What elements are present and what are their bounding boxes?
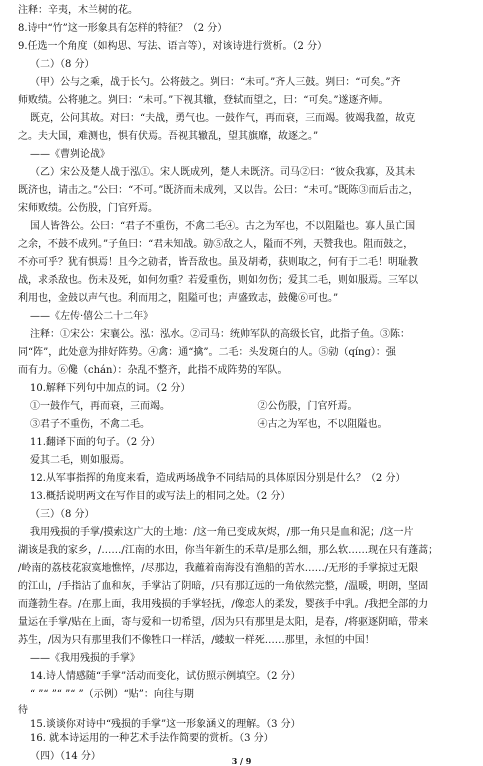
q10-item-1: ①一鼓作气，再而衰，三而竭。 [30, 401, 170, 412]
poem-line: 而蓬勃生春。/在那上面，我用残损的手掌轻抚，/像恋人的柔发，婴孩手中乳。/我把全部的力 [18, 599, 429, 610]
text-yi-line: 之余，不鼓不成列。”子鱼曰：“君未知战。勍⑤敌之人，隘而不列，天赞我也。阻而鼓之， [18, 239, 414, 250]
text-jia-line: 既克，公问其故。对曰：“夫战，勇气也。一鼓作气，再而衰，三而竭。彼竭我盈，故克 [30, 113, 416, 124]
question-14-blanks: “ ”“ ”“ ”“ ”（示例）“贴”：向往与期 [30, 689, 194, 700]
question-14: 14.诗人情感随“手掌”活动而变化，试仿照示例填空。（2 分） [30, 671, 301, 682]
text-yi-line: 宋师败绩。公伤股，门官歼焉。 [18, 203, 158, 214]
question-10: 10.解释下列句中加点的词。（2 分） [30, 383, 191, 394]
text-yi-line: 不亦可乎？犹有惧焉！且今之勍者，皆吾敌也。虽及胡耇，获则取之，何有于二毛！明耻教 [18, 257, 418, 268]
source-cao-gui: ——《曹刿论战》 [30, 149, 110, 160]
text-jia-line: 师败绩。公将驰之。刿曰：“未可。”下视其辙，登轼而望之，曰：“可矣。”遂逐齐师。 [18, 95, 389, 106]
annotation-line: 注释：①宋公：宋襄公。泓：泓水。②司马：统帅军队的高级长官，此指子鱼。③陈： [30, 329, 410, 340]
question-11: 11.翻译下面的句子。（2 分） [30, 437, 161, 448]
question-12: 12.从军事指挥的角度来看，造成两场战争不同结局的具体原因分别是什么？（2 分） [30, 473, 406, 484]
note-line: 注释：辛夷，木兰树的花。 [18, 5, 138, 16]
poem-line: 量运在手掌/贴在上面，寄与爱和一切希望，/因为只有那里是太阳，是春，/将驱逐阴暗，带来 [18, 617, 429, 628]
text-yi-line: 既济也，请击之。”公曰：“不可。”既济而未成列，又以告。公曰：“未可。”既陈③而后击之， [18, 185, 419, 196]
question-10-items-row [30, 418, 483, 431]
annotation-line: 同“阵”，此处意为排好阵势。④禽：通“擒”。二毛：头发斑白的人。⑤勍（qíng）：强 [18, 347, 396, 358]
q10-item-3: ③君子不重伤，不禽二毛。 [30, 419, 150, 430]
question-10-items-row [30, 400, 483, 413]
section-two-heading: （二）（8 分） [30, 59, 95, 70]
question-8: 8.诗中“竹”这一形象具有怎样的特征？（2 分） [18, 23, 228, 34]
poem-line: 我用残损的手掌/摸索这广大的土地：/这一角已变成灰烬，/那一角只是血和泥；/这一片 [30, 527, 414, 538]
annotation-line: 而有力。⑥儳（chán）：杂乱不整齐，此指不成阵势的军队。 [18, 365, 288, 376]
question-16: 16. 就本诗运用的一种艺术手法作简要的赏析。（3 分） [30, 733, 274, 744]
q10-item-2: ②公伤股，门官歼焉。 [257, 401, 358, 412]
page-number: 3 / 9 [231, 756, 252, 766]
poem-line: /岭南的荔枝花寂寞地憔悴，/尽那边，我蘸着南海没有渔船的苦水……/无形的手掌掠过无限 [18, 563, 419, 574]
question-9: 9.任选一个角度（如构思、写法、语言等），对该诗进行赏析。（2 分） [18, 41, 328, 52]
source-poem: ——《我用残损的手掌》 [30, 653, 140, 664]
question-14-blanks-cont: 待 [18, 705, 28, 716]
text-yi-line: （乙）宋公及楚人战于泓①。宋人既成列，楚人未既济。司马②曰：“彼众我寡，及其未 [30, 167, 416, 178]
question-15: 15.谈谈你对诗中“残损的手掌”这一形象涵义的理解。（3 分） [30, 719, 301, 730]
poem-line: 苏生，/因为只有那里我们不像牲口一样活，/蝼蚁一样死……那里，永恒的中国！ [18, 635, 375, 646]
source-zuozhuan: ——《左传·僖公二十二年》 [30, 311, 154, 322]
question-13: 13.概括说明两文在写作目的或写法上的相同之处。（2 分） [30, 491, 291, 502]
section-three-heading: （三）（8 分） [30, 509, 95, 520]
text-jia-line: （甲）公与之乘，战于长勺。公将鼓之。刿曰：“未可。”齐人三鼓。刿曰：“可矣。”齐 [30, 77, 401, 88]
text-yi-line: 利用也，金鼓以声气也。利而用之，阻隘可也；声盛致志，鼓儳⑥可也。” [18, 293, 339, 304]
text-jia-line: 之。夫大国，难测也，惧有伏焉。吾视其辙乱，望其旗靡，故逐之。” [18, 131, 319, 142]
q10-item-4: ④古之为军也，不以阻隘也。 [257, 419, 388, 430]
question-11-sentence: 爱其二毛，则如服焉。 [30, 455, 130, 466]
text-yi-line: 战，求杀敌也。伤未及死，如何勿重？若爱重伤，则如勿伤；爱其二毛，则如服焉。三军以 [18, 275, 418, 286]
poem-line: 的江山，/手指沾了血和灰，手掌沾了阴暗，/只有那辽远的一角依然完整，/温暖，明朗，坚固 [18, 581, 429, 592]
section-four-heading: （四）（14 分） [30, 751, 101, 762]
text-yi-line: 国人皆咎公。公曰：“君子不重伤，不禽二毛④。古之为军也，不以阻隘也。寡人虽亡国 [30, 221, 416, 232]
poem-line: 湖该是我的家乡，/……/江南的水田，你当年新生的禾草/是那么细，那么软……现在只有蓬蒿； [18, 545, 439, 556]
